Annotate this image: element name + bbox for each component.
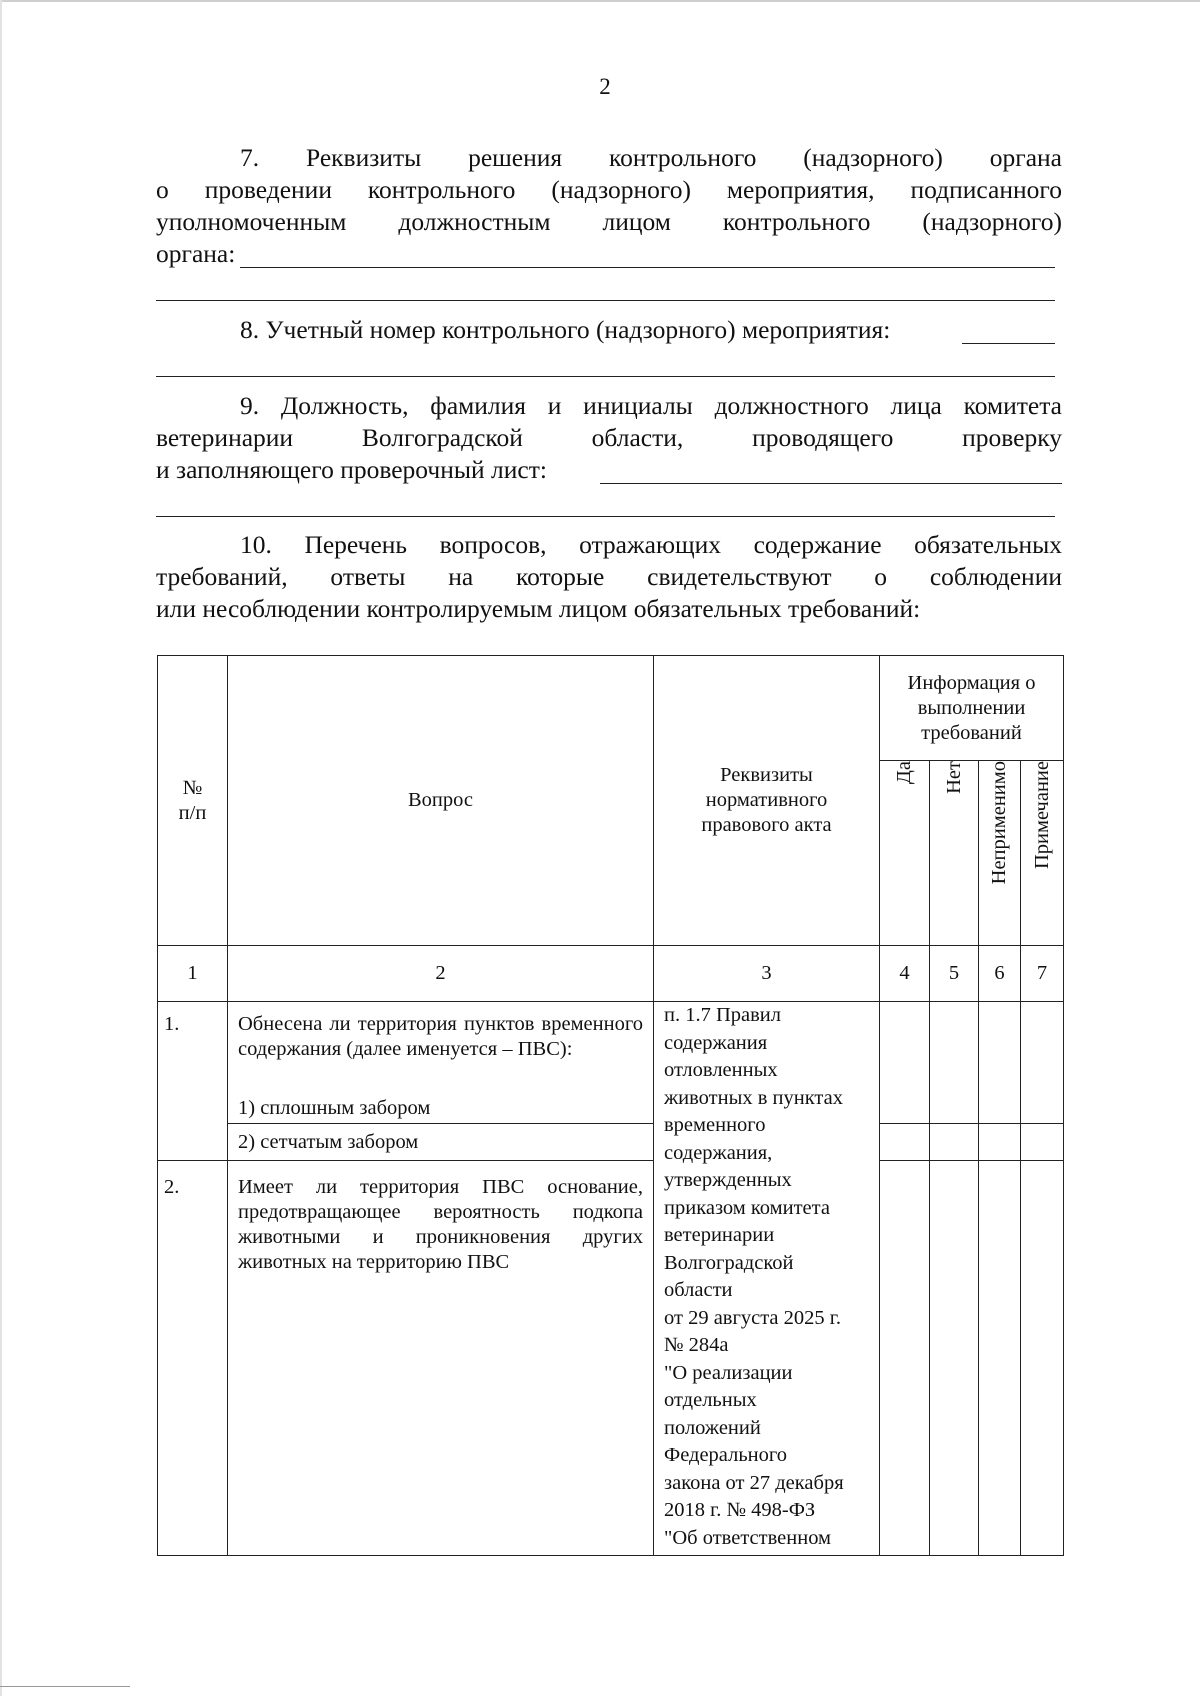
item9-blank-1[interactable] [600, 483, 1062, 484]
col-number: 3 [654, 946, 880, 1002]
item7-line-4: органа: [156, 239, 236, 268]
col-number: 6 [979, 946, 1021, 1002]
row2-yes-cell[interactable] [880, 1161, 930, 1556]
page-top-edge [0, 0, 1200, 2]
item7-line-2: о проведении контрольного (надзорного) мероприятия, подписанного [156, 175, 1062, 204]
item9-line-3: и заполняющего проверочный лист: [156, 455, 547, 484]
row1-note-cell[interactable] [1021, 1002, 1064, 1124]
col-number: 7 [1021, 946, 1064, 1002]
header-note: Примечание [1021, 761, 1064, 946]
row2-note-cell[interactable] [1021, 1161, 1064, 1556]
row1-question: Обнесена ли территория пунктов временного содержания (далее именуется – ПВС): 1) сплошным забором [228, 1002, 654, 1124]
col-number: 1 [158, 946, 228, 1002]
page-number: 2 [599, 74, 611, 99]
row1-yes-cell[interactable] [880, 1002, 930, 1124]
col-number: 5 [930, 946, 979, 1002]
item7-blank-2[interactable] [156, 300, 1055, 301]
item9-line-2: ветеринарии Волгоградской области, проводящего проверку [156, 423, 1062, 452]
header-question: Вопрос [228, 656, 654, 946]
row1-num: 1. [158, 1002, 228, 1161]
header-na: Неприменимо [979, 761, 1021, 946]
col-number: 4 [880, 946, 930, 1002]
item9-blank-2[interactable] [156, 516, 1055, 517]
row1b-no-cell[interactable] [930, 1124, 979, 1161]
col-number: 2 [228, 946, 654, 1002]
row1b-na-cell[interactable] [979, 1124, 1021, 1161]
row1-no-cell[interactable] [930, 1002, 979, 1124]
row1b-yes-cell[interactable] [880, 1124, 930, 1161]
item10-line-3: или несоблюдении контролируемым лицом обязательных требований: [156, 594, 921, 623]
row2-num: 2. [158, 1161, 228, 1556]
scan-artifact-line [0, 1686, 130, 1687]
row1-sub2: 2) сетчатым забором [228, 1124, 654, 1161]
item9-line-1: 9. Должность, фамилия и инициалы должностного лица комитета [240, 391, 1062, 420]
header-no: Нет [930, 761, 979, 946]
page-left-edge [0, 0, 2, 1696]
header-act: Реквизиты нормативного правового акта [654, 656, 880, 946]
item10-line-2: требований, ответы на которые свидетельствуют о соблюдении [156, 562, 1062, 591]
row2-na-cell[interactable] [979, 1161, 1021, 1556]
item8-blank-1[interactable] [962, 343, 1055, 344]
item7-line-1: 7. Реквизиты решения контрольного (надзорного) органа [240, 143, 1062, 172]
row2-no-cell[interactable] [930, 1161, 979, 1556]
item7-line-3: уполномоченным должностным лицом контрольного (надзорного) [156, 207, 1062, 236]
act-lines: п. 1.7 Правил содержания отловленных животных в пунктах временного содержания, утвержденных приказом комитета ветеринарии Волгоградской области от 29 августа 2025 г. № 284а "О реализации отдельных положений Федерального закона от 27 декабря 2018 г. № 498-ФЗ "Об ответственном [664, 1004, 844, 1549]
header-info: Информация о выполнении требований [880, 656, 1064, 761]
item8-text: 8. Учетный номер контрольного (надзорного) мероприятия: [240, 315, 891, 344]
item8-blank-2[interactable] [156, 376, 1055, 377]
item10-line-1: 10. Перечень вопросов, отражающих содержание обязательных [240, 530, 1062, 559]
row1b-note-cell[interactable] [1021, 1124, 1064, 1161]
row2-question: Имеет ли территория ПВС основание, предотвращающее вероятность подкопа животными и проникновения других животных на территорию ПВС [228, 1161, 654, 1556]
row1-na-cell[interactable] [979, 1002, 1021, 1124]
act-reference [654, 1002, 880, 1556]
item7-blank-1[interactable] [240, 267, 1055, 268]
header-yes: Да [880, 761, 930, 946]
checklist-table [157, 655, 1064, 1556]
header-num: № п/п [158, 656, 228, 946]
